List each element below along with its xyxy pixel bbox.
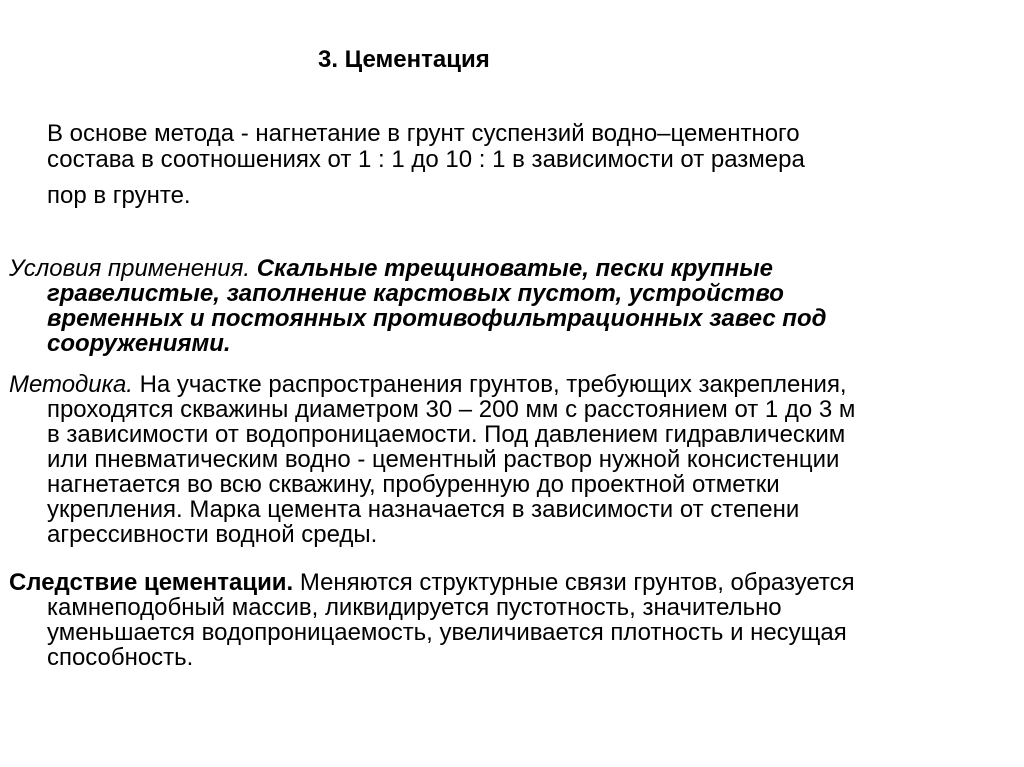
- consequence-line: уменьшается водопроницаемость, увеличивается плотность и несущая: [47, 619, 847, 646]
- conditions-paragraph: [9, 256, 1019, 356]
- intro-line: В основе метода - нагнетание в грунт суспензий водно–цементного: [47, 120, 800, 147]
- method-label: Методика.: [9, 371, 133, 398]
- conditions-text: Скальные трещиноватые, пески крупные: [256, 255, 774, 282]
- method-line: агрессивности водной среды.: [47, 521, 378, 548]
- intro-line: пор в грунте.: [47, 182, 191, 209]
- intro-line: состава в соотношениях от 1 : 1 до 10 : 1 в зависимости от размера: [47, 146, 805, 173]
- method-text: На участке распространения грунтов, требующих закрепления,: [132, 371, 847, 398]
- conditions-line: временных и постоянных противофильтрационных завес под: [47, 305, 827, 332]
- conditions-label: Условия применения.: [9, 255, 257, 282]
- conditions-line: сооружениями.: [47, 330, 231, 357]
- method-line: или пневматическим водно - цементный раствор нужной консистенции: [47, 446, 840, 473]
- slide-title: 3. Цементация: [318, 46, 490, 73]
- method-line: укрепления. Марка цемента назначается в зависимости от степени: [47, 496, 800, 523]
- method-line: в зависимости от водопроницаемости. Под давлением гидравлическим: [47, 421, 846, 448]
- method-line: проходятся скважины диаметром 30 – 200 мм с расстоянием от 1 до 3 м: [47, 396, 856, 423]
- consequence-line: камнеподобный массив, ликвидируется пустотность, значительно: [47, 594, 782, 621]
- method-paragraph: [9, 372, 1019, 547]
- intro-paragraph: [47, 121, 1007, 209]
- consequence-text: Меняются структурные связи грунтов, образуется: [293, 569, 855, 596]
- method-line: нагнетается во всю скважину, пробуренную до проектной отметки: [47, 471, 780, 498]
- conditions-line: гравелистые, заполнение карстовых пустот, устройство: [47, 280, 784, 307]
- consequence-label: Следствие цементации.: [9, 569, 294, 596]
- consequence-paragraph: [9, 570, 1019, 670]
- consequence-line: способность.: [47, 644, 194, 671]
